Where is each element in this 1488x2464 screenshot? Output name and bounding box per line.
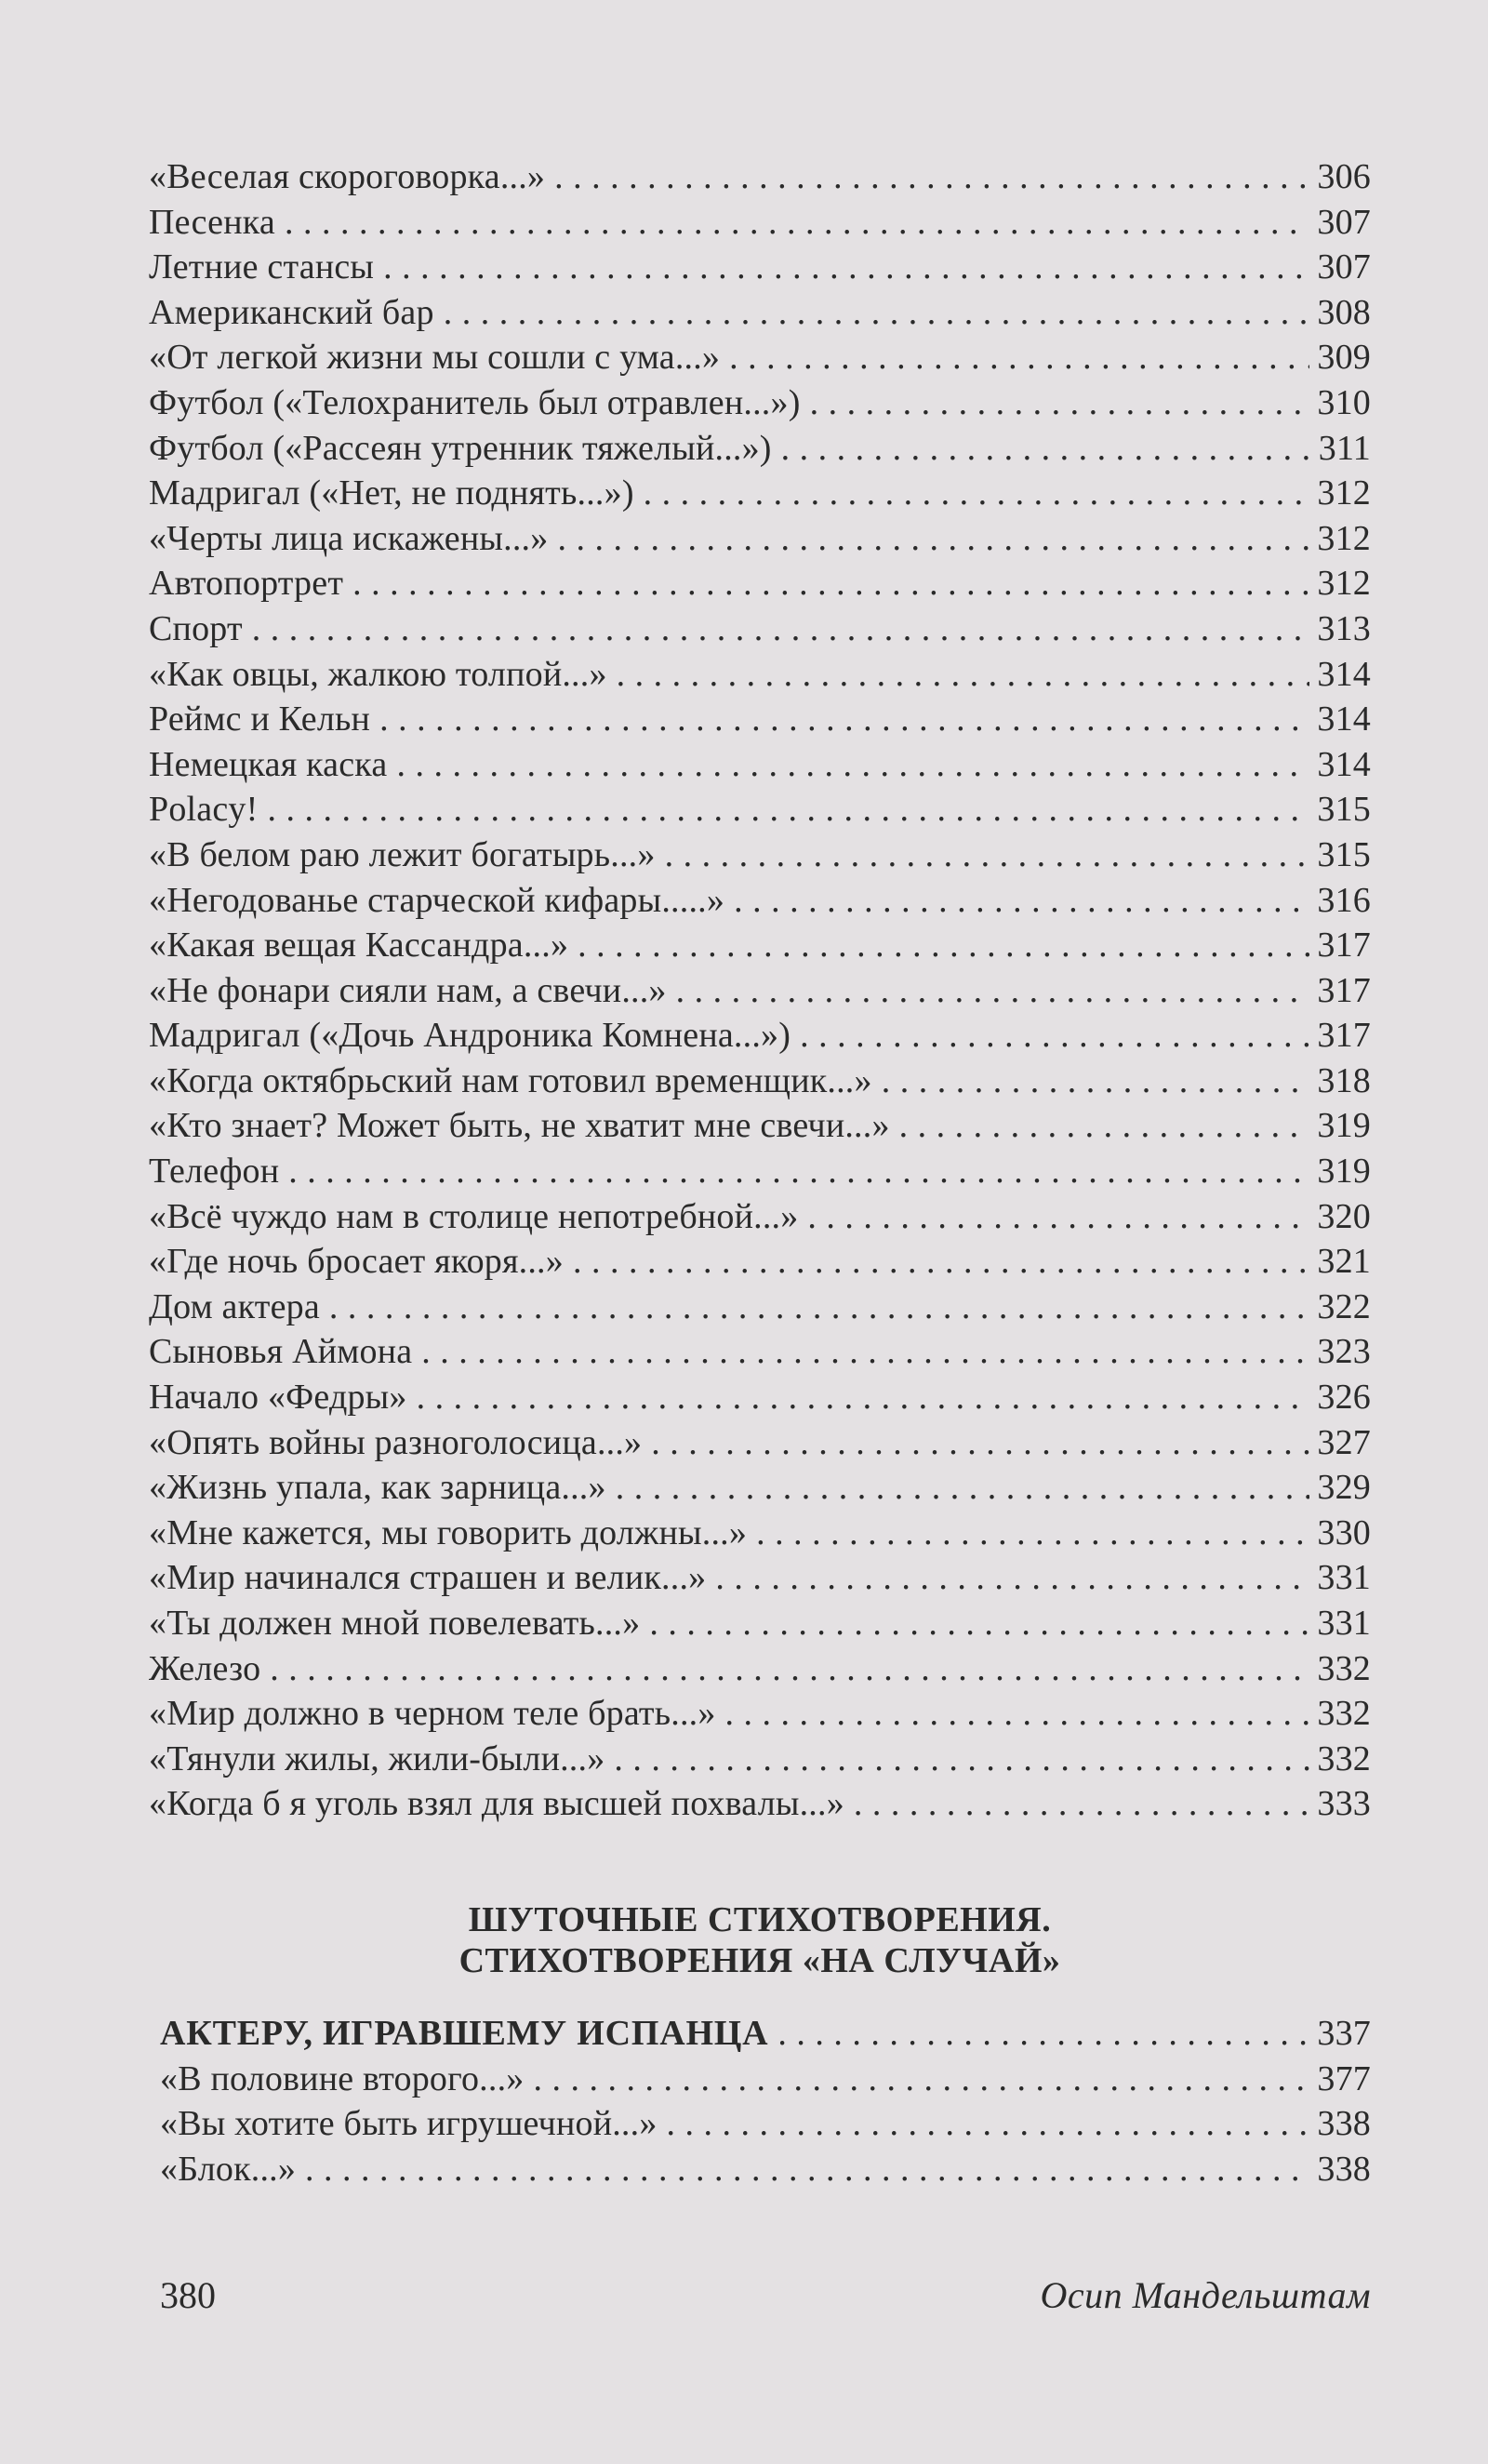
dot-leader bbox=[396, 742, 1309, 787]
toc-entry bbox=[149, 1511, 1371, 1556]
toc-entry-title: Мадригал («Дочь Андроника Комнена...») bbox=[149, 1016, 791, 1056]
toc-entry-page: 314 bbox=[1317, 699, 1371, 739]
dot-leader bbox=[383, 245, 1309, 289]
toc-entry bbox=[149, 606, 1371, 652]
toc-entry-page: 327 bbox=[1317, 1422, 1371, 1462]
dot-leader bbox=[651, 1420, 1309, 1465]
dot-leader bbox=[252, 606, 1310, 651]
toc-entry-title: АКТЕРУ, ИГРАВШЕМУ ИСПАНЦА bbox=[160, 2014, 769, 2053]
dot-leader bbox=[725, 1691, 1310, 1736]
toc-entry-title: «Как овцы, жалкою толпой...» bbox=[149, 654, 607, 694]
toc-entry-page: 338 bbox=[1317, 2149, 1371, 2189]
dot-leader bbox=[617, 652, 1310, 697]
toc-entry bbox=[149, 1691, 1371, 1737]
toc-entry bbox=[149, 1059, 1371, 1104]
toc-entry-title: «От легкой жизни мы сошли с ума...» bbox=[149, 338, 721, 378]
toc-entry bbox=[149, 832, 1371, 878]
toc-entry-page: 306 bbox=[1317, 157, 1371, 196]
dot-leader bbox=[810, 380, 1310, 425]
dot-leader bbox=[715, 1555, 1309, 1600]
toc-entry bbox=[149, 154, 1371, 200]
dot-leader bbox=[573, 1239, 1309, 1284]
toc-entry bbox=[160, 2101, 1371, 2147]
toc-entry-title: Начало «Федры» bbox=[149, 1378, 407, 1418]
toc-entry-page: 308 bbox=[1317, 292, 1371, 332]
toc-entry-title: «Мир начинался страшен и велик...» bbox=[149, 1558, 707, 1598]
toc-entry-page: 312 bbox=[1317, 473, 1371, 513]
toc-entry-page: 332 bbox=[1317, 1738, 1371, 1778]
dot-leader bbox=[305, 2147, 1309, 2191]
toc-entry-title: Реймс и Кельн bbox=[149, 699, 371, 739]
toc-entry bbox=[149, 1646, 1371, 1692]
toc-entry-page: 317 bbox=[1317, 970, 1371, 1010]
toc-entry bbox=[149, 1375, 1371, 1420]
toc-entry-page: 377 bbox=[1317, 2058, 1371, 2098]
section-heading-line-1: ШУТОЧНЫЕ СТИХОТВОРЕНИЯ. bbox=[468, 1900, 1052, 1939]
dot-leader bbox=[267, 787, 1309, 832]
toc-entry bbox=[149, 200, 1371, 246]
toc-entry-title: «Тянули жилы, жили-были...» bbox=[149, 1738, 605, 1778]
dot-leader bbox=[665, 832, 1310, 877]
dot-leader bbox=[777, 2011, 1309, 2056]
section-heading-line-2: СТИХОТВОРЕНИЯ «НА СЛУЧАЙ» bbox=[458, 1941, 1061, 1980]
dot-leader bbox=[288, 1149, 1309, 1193]
toc-entry-page: 317 bbox=[1317, 1016, 1371, 1056]
toc-entry-title: «Где ночь бросает якоря...» bbox=[149, 1242, 564, 1282]
toc-entry bbox=[149, 697, 1371, 742]
toc-entry-title: Песенка bbox=[149, 202, 275, 242]
toc-entry bbox=[149, 1601, 1371, 1646]
footer-author: Осип Мандельштам bbox=[1040, 2274, 1371, 2316]
toc-entry-title: Спорт bbox=[149, 608, 243, 648]
toc-entry-title: Американский бар bbox=[149, 292, 434, 332]
toc-entry-title: «Веселая скороговорка...» bbox=[149, 157, 546, 196]
page-number: 380 bbox=[160, 2274, 216, 2316]
dot-leader bbox=[899, 1103, 1310, 1148]
toc-entry-page: 309 bbox=[1317, 338, 1371, 378]
toc-entry-title: «Когда б я уголь взял для высшей похвалы...» bbox=[149, 1784, 844, 1824]
page-footer bbox=[160, 2273, 1371, 2317]
toc-entry bbox=[149, 652, 1371, 698]
dot-leader bbox=[667, 2101, 1310, 2146]
toc-entry bbox=[160, 2011, 1371, 2057]
toc-entry-page: 307 bbox=[1317, 202, 1371, 242]
toc-entry-title: Сыновья Аймона bbox=[149, 1332, 413, 1372]
toc-entry-title: «Какая вещая Кассандра...» bbox=[149, 926, 569, 966]
toc-entry-title: «Мир должно в черном теле брать...» bbox=[149, 1694, 716, 1734]
toc-entry-title: Футбол («Рассеян утренник тяжелый...») bbox=[149, 428, 772, 468]
dot-leader bbox=[807, 1194, 1309, 1239]
toc-entry-page: 331 bbox=[1317, 1558, 1371, 1598]
toc-entry-title: «Вы хотите быть игрушечной...» bbox=[160, 2104, 658, 2144]
dot-leader bbox=[800, 1013, 1309, 1058]
toc-entry-page: 332 bbox=[1317, 1648, 1371, 1688]
toc-entry-page: 318 bbox=[1317, 1060, 1371, 1100]
toc-entry bbox=[149, 1239, 1371, 1285]
dot-leader bbox=[533, 2057, 1309, 2101]
toc-entry-title: «В половине второго...» bbox=[160, 2058, 525, 2098]
toc-entry-title: «Блок...» bbox=[160, 2149, 297, 2189]
toc-entry-page: 310 bbox=[1317, 382, 1371, 422]
toc-entry bbox=[149, 1285, 1371, 1330]
toc-entry-page: 311 bbox=[1318, 428, 1371, 468]
toc-entry-page: 313 bbox=[1317, 608, 1371, 648]
dot-leader bbox=[854, 1781, 1310, 1826]
toc-entry bbox=[149, 923, 1371, 968]
dot-leader bbox=[578, 923, 1309, 967]
dot-leader bbox=[676, 968, 1310, 1013]
toc-entry-page: 315 bbox=[1317, 834, 1371, 874]
section-heading bbox=[149, 1899, 1371, 1981]
dot-leader bbox=[734, 878, 1309, 923]
table-of-contents bbox=[149, 154, 1371, 1827]
toc-entry bbox=[149, 968, 1371, 1014]
toc-entry-page: 307 bbox=[1317, 247, 1371, 287]
toc-entry-page: 329 bbox=[1317, 1468, 1371, 1508]
toc-entry-title: Автопортрет bbox=[149, 564, 344, 604]
toc-entry-title: «В белом раю лежит богатырь...» bbox=[149, 834, 656, 874]
dot-leader bbox=[616, 1465, 1310, 1510]
toc-entry-title: Футбол («Телохранитель был отравлен...») bbox=[149, 382, 801, 422]
dot-leader bbox=[614, 1737, 1309, 1781]
toc-entry bbox=[149, 335, 1371, 380]
toc-entry bbox=[149, 1149, 1371, 1194]
dot-leader bbox=[781, 426, 1311, 471]
toc-entry-page: 332 bbox=[1317, 1694, 1371, 1734]
dot-leader bbox=[329, 1285, 1309, 1329]
toc-entry-title: «Негодованье старческой кифары.....» bbox=[149, 880, 725, 920]
toc-entry-page: 317 bbox=[1317, 926, 1371, 966]
toc-entry-page: 338 bbox=[1317, 2104, 1371, 2144]
toc-entry bbox=[149, 1013, 1371, 1059]
toc-entry bbox=[160, 2147, 1371, 2192]
toc-entry bbox=[149, 426, 1371, 472]
toc-entry-title: Мадригал («Нет, не поднять...») bbox=[149, 473, 634, 513]
toc-entry-page: 321 bbox=[1317, 1242, 1371, 1282]
toc-entry-title: «Жизнь упала, как зарница...» bbox=[149, 1468, 606, 1508]
dot-leader bbox=[554, 154, 1309, 199]
toc-entry bbox=[149, 1194, 1371, 1240]
toc-entry bbox=[149, 1420, 1371, 1466]
dot-leader bbox=[421, 1329, 1309, 1374]
toc-entry-title: Немецкая каска bbox=[149, 744, 388, 784]
toc-entry-page: 333 bbox=[1317, 1784, 1371, 1824]
toc-entry-title: «Кто знает? Может быть, не хватит мне свечи...» bbox=[149, 1106, 890, 1146]
toc-entry-title: «Опять войны разноголосица...» bbox=[149, 1422, 643, 1462]
toc-entry bbox=[149, 878, 1371, 924]
toc-entry-title: Телефон bbox=[149, 1152, 280, 1192]
toc-entry-page: 322 bbox=[1317, 1286, 1371, 1326]
toc-entry-title: «Мне кажется, мы говорить должны...» bbox=[149, 1512, 748, 1552]
toc-entry bbox=[149, 290, 1371, 336]
toc-entry bbox=[149, 471, 1371, 516]
toc-entry bbox=[149, 787, 1371, 832]
dot-leader bbox=[444, 290, 1310, 335]
dot-leader bbox=[285, 200, 1309, 245]
toc-entry-title: Polacy! bbox=[149, 790, 259, 830]
toc-entry-page: 319 bbox=[1317, 1106, 1371, 1146]
toc-entry-page: 319 bbox=[1317, 1152, 1371, 1192]
toc-entry bbox=[149, 380, 1371, 426]
toc-entry bbox=[149, 561, 1371, 606]
section-table-of-contents bbox=[160, 2011, 1371, 2191]
toc-entry bbox=[149, 1465, 1371, 1511]
dot-leader bbox=[379, 697, 1309, 741]
toc-entry-page: 316 bbox=[1317, 880, 1371, 920]
toc-entry-page: 320 bbox=[1317, 1196, 1371, 1236]
toc-entry-page: 312 bbox=[1317, 518, 1371, 558]
toc-entry-title: «Не фонари сияли нам, а свечи...» bbox=[149, 970, 667, 1010]
toc-entry-page: 330 bbox=[1317, 1512, 1371, 1552]
toc-entry bbox=[149, 1555, 1371, 1601]
toc-entry-page: 314 bbox=[1317, 744, 1371, 784]
toc-entry-title: Дом актера bbox=[149, 1286, 320, 1326]
toc-entry bbox=[149, 1103, 1371, 1149]
toc-entry-page: 331 bbox=[1317, 1604, 1371, 1643]
toc-entry-page: 326 bbox=[1317, 1378, 1371, 1418]
toc-entry bbox=[149, 742, 1371, 788]
dot-leader bbox=[417, 1375, 1310, 1419]
toc-entry-page: 315 bbox=[1317, 790, 1371, 830]
dot-leader bbox=[557, 516, 1309, 561]
toc-entry-page: 337 bbox=[1317, 2014, 1371, 2053]
toc-entry bbox=[160, 2057, 1371, 2102]
dot-leader bbox=[644, 471, 1310, 515]
dot-leader bbox=[352, 561, 1309, 606]
toc-entry-page: 314 bbox=[1317, 654, 1371, 694]
toc-entry-title: «Ты должен мной повелевать...» bbox=[149, 1604, 641, 1643]
toc-entry-title: «Черты лица искажены...» bbox=[149, 518, 549, 558]
toc-entry bbox=[149, 1329, 1371, 1375]
dot-leader bbox=[756, 1511, 1309, 1555]
toc-entry bbox=[149, 245, 1371, 290]
dot-leader bbox=[649, 1601, 1309, 1645]
toc-entry bbox=[149, 1737, 1371, 1782]
toc-entry-title: «Когда октябрьский нам готовил временщик...» bbox=[149, 1060, 872, 1100]
toc-entry-title: «Всё чуждо нам в столице непотребной...» bbox=[149, 1196, 799, 1236]
toc-entry-page: 323 bbox=[1317, 1332, 1371, 1372]
dot-leader bbox=[270, 1646, 1309, 1691]
toc-entry-title: Летние стансы bbox=[149, 247, 375, 287]
dot-leader bbox=[729, 335, 1309, 380]
dot-leader bbox=[882, 1059, 1310, 1103]
toc-entry bbox=[149, 1781, 1371, 1827]
toc-entry bbox=[149, 516, 1371, 562]
toc-entry-page: 312 bbox=[1317, 564, 1371, 604]
toc-entry-title: Железо bbox=[149, 1648, 261, 1688]
